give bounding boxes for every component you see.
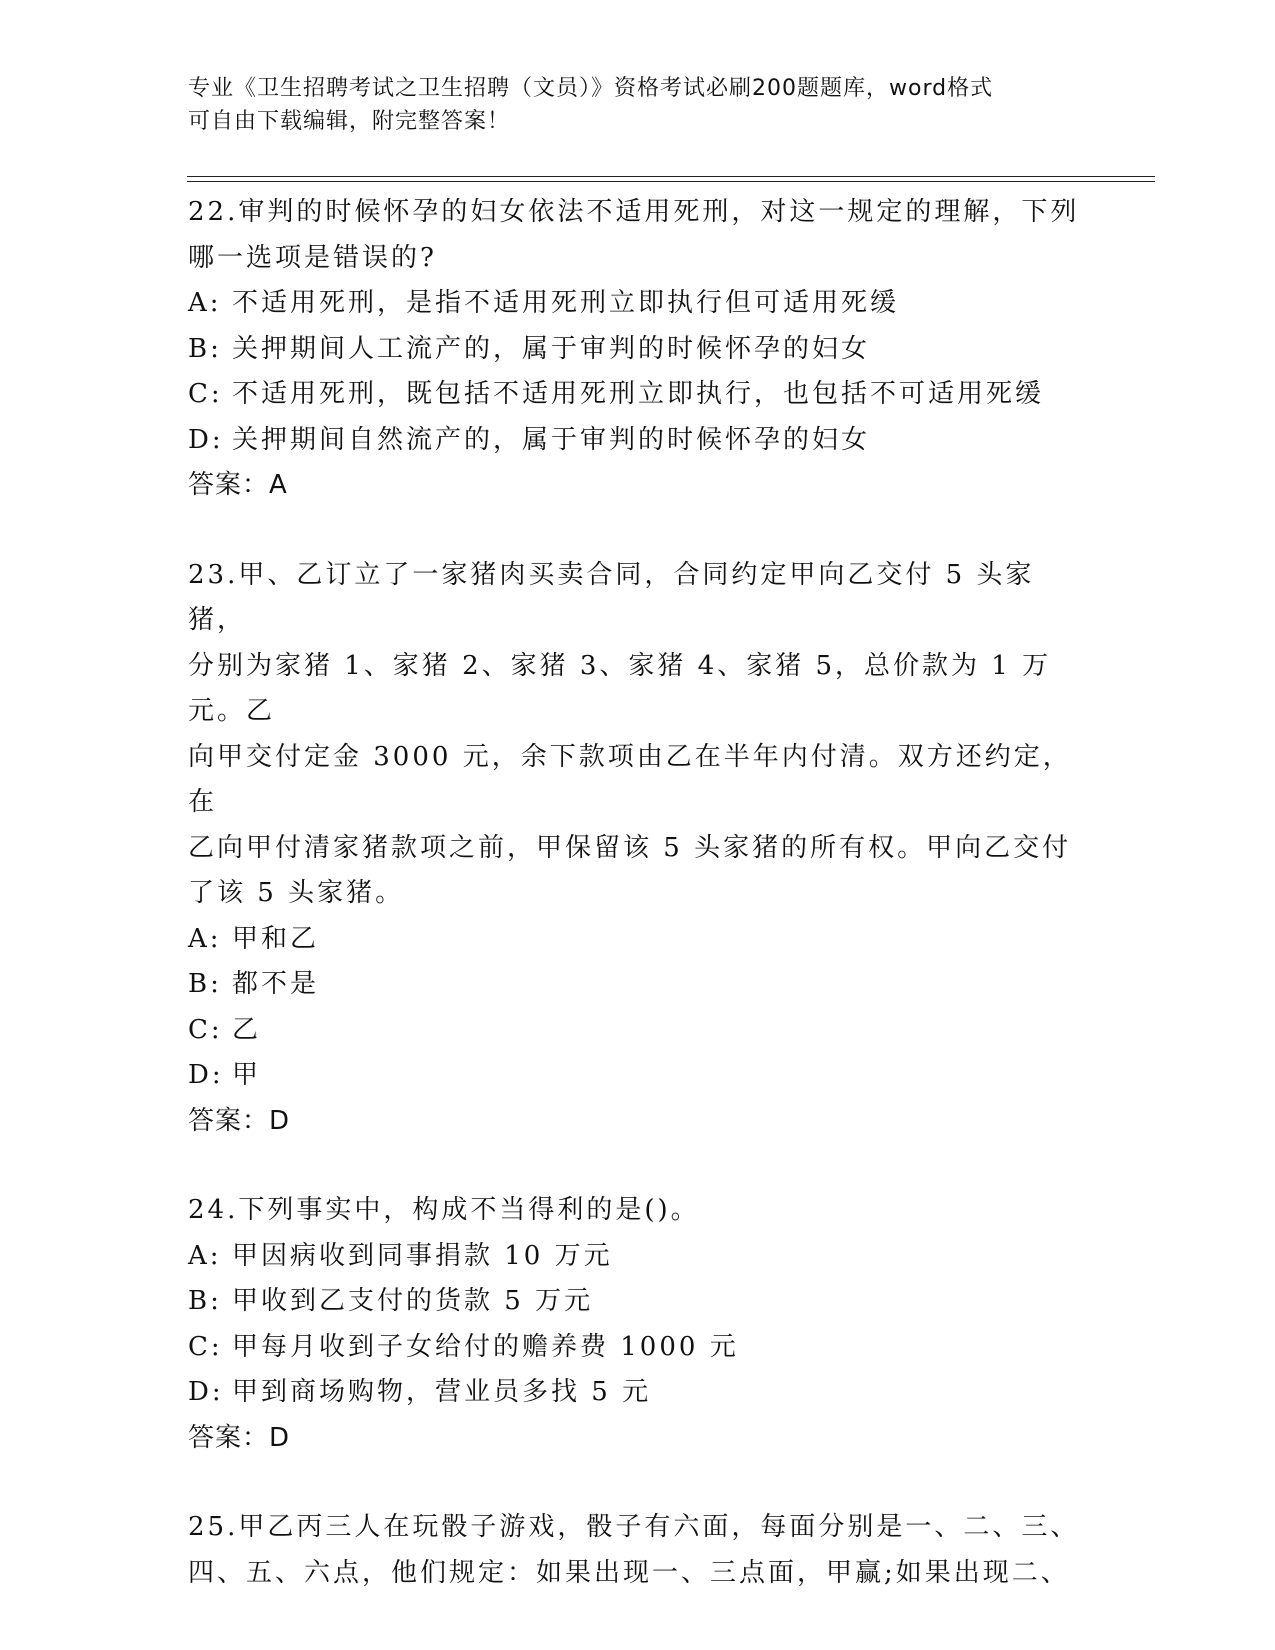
- header-line-1: 专业《卫生招聘考试之卫生招聘（文员）》资格考试必刷200题题库，word格式: [188, 76, 994, 101]
- stem-line: 24.下列事实中，构成不当得利的是()。: [188, 1195, 700, 1225]
- question-list: [188, 190, 1088, 1640]
- question-stem: [188, 1188, 1088, 1234]
- page-header: [188, 72, 1068, 138]
- option-letter: D:: [188, 1060, 224, 1090]
- question-23: [188, 553, 1088, 1145]
- stem-line: 向甲交付定金 3000 元，余下款项由乙在半年内付清。双方还约定，在: [188, 741, 1072, 817]
- option-text: 甲和乙: [232, 923, 320, 954]
- option-letter: B:: [188, 333, 222, 364]
- option-a: [188, 1234, 1088, 1280]
- option-text: 甲到商场购物，营业员多找 5 元: [232, 1377, 652, 1407]
- question-stem: [188, 553, 1088, 917]
- option-c: [188, 1325, 1088, 1371]
- option-d: [188, 1370, 1088, 1416]
- stem-line: 22.审判的时候怀孕的妇女依法不适用死刑，对这一规定的理解，下列: [188, 197, 1080, 227]
- option-letter: A:: [188, 923, 222, 954]
- option-text: 不适用死刑，既包括不适用死刑立即执行，也包括不可适用死缓: [232, 379, 1045, 409]
- option-b: [188, 327, 1088, 373]
- option-text: 甲: [232, 1060, 262, 1090]
- option-letter: D:: [188, 424, 224, 455]
- stem-line: 23.甲、乙订立了一家猪肉买卖合同，合同约定甲向乙交付 5 头家猪，: [188, 559, 1035, 635]
- header-divider-bottom: [187, 181, 1155, 182]
- question-stem: [188, 1505, 1088, 1596]
- option-text: 关押期间自然流产的，属于审判的时候怀孕的妇女: [232, 424, 871, 455]
- option-letter: C:: [188, 1331, 223, 1362]
- option-letter: C:: [188, 1014, 223, 1045]
- option-text: 甲收到乙支付的货款 5 万元: [232, 1286, 594, 1316]
- option-letter: D:: [188, 1377, 224, 1407]
- option-letter: C:: [188, 379, 223, 409]
- option-text: 甲每月收到子女给付的赡养费 1000 元: [232, 1331, 739, 1362]
- option-a: [188, 917, 1088, 963]
- option-letter: B:: [188, 969, 222, 999]
- option-b: [188, 962, 1088, 1008]
- stem-line: 哪一选项是错误的?: [188, 242, 437, 273]
- option-text: 不适用死刑，是指不适用死刑立即执行但可适用死缓: [232, 288, 900, 318]
- option-b: [188, 1279, 1088, 1325]
- header-line-2: 可自由下载编辑，附完整答案！: [188, 109, 511, 134]
- stem-line: 了该 5 头家猪。: [188, 878, 405, 908]
- option-text: 甲因病收到同事捐款 10 万元: [232, 1240, 613, 1271]
- stem-line: 25.甲乙丙三人在玩骰子游戏，骰子有六面，每面分别是一、二、三、: [188, 1512, 1080, 1542]
- answer: 答案：A: [188, 470, 288, 500]
- question-25: [188, 1505, 1088, 1596]
- option-letter: A:: [188, 1240, 222, 1271]
- option-c: [188, 372, 1088, 418]
- option-c: [188, 1008, 1088, 1054]
- option-d: [188, 418, 1088, 464]
- option-letter: B:: [188, 1286, 222, 1316]
- option-letter: A:: [188, 288, 222, 318]
- option-a: [188, 281, 1088, 327]
- option-text: 乙: [232, 1014, 262, 1045]
- header-divider-top: [187, 176, 1155, 177]
- option-d: [188, 1053, 1088, 1099]
- stem-line: 分别为家猪 1、家猪 2、家猪 3、家猪 4、家猪 5，总价款为 1 万元。乙: [188, 650, 1052, 726]
- stem-line: 四、五、六点，他们规定：如果出现一、三点面，甲赢;如果出现二、: [188, 1557, 1070, 1588]
- question-22: [188, 190, 1088, 509]
- question-stem: [188, 190, 1088, 281]
- question-24: [188, 1188, 1088, 1461]
- option-text: 都不是: [232, 969, 320, 999]
- stem-line: 乙向甲付清家猪款项之前，甲保留该 5 头家猪的所有权。甲向乙交付: [188, 832, 1072, 863]
- option-text: 关押期间人工流产的，属于审判的时候怀孕的妇女: [232, 333, 871, 364]
- answer: 答案：D: [188, 1105, 291, 1136]
- answer: 答案：D: [188, 1422, 291, 1453]
